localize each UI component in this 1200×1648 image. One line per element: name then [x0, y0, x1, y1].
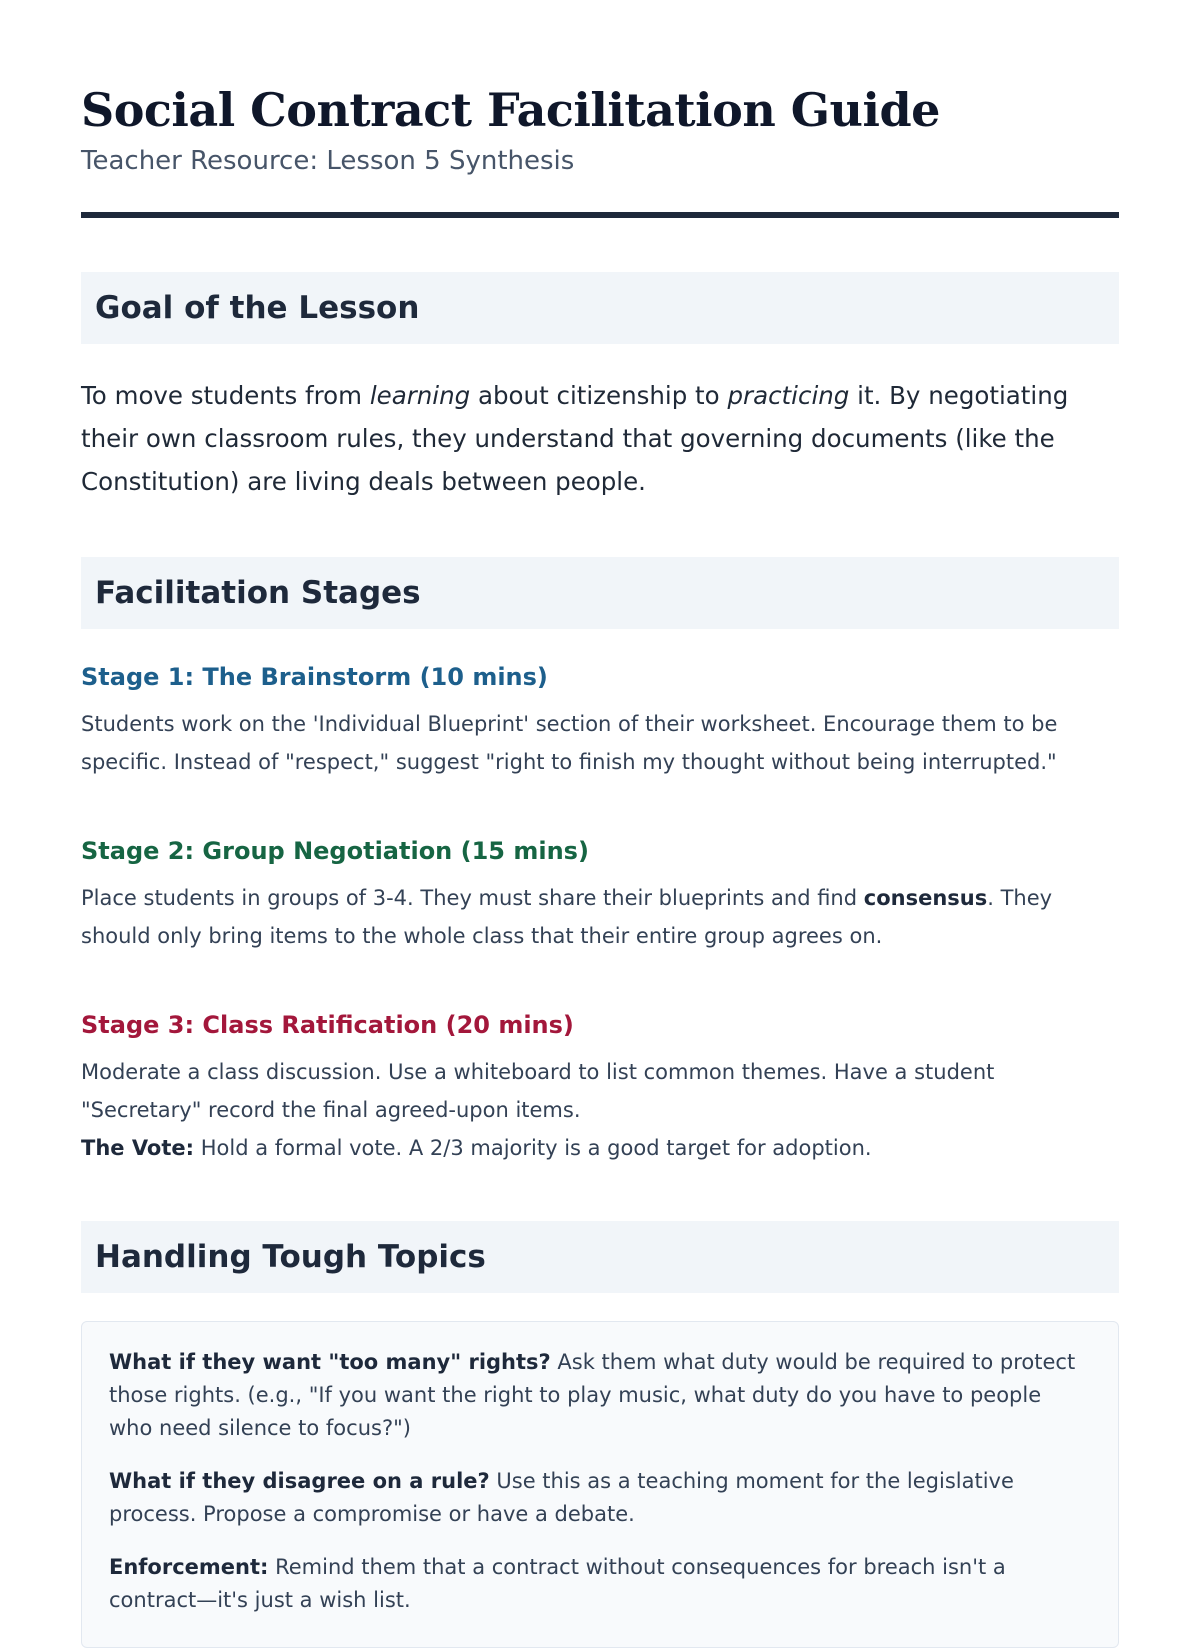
stage-3 — [81, 1011, 1119, 1167]
tough-topic-item — [109, 1346, 1091, 1445]
stage-3-title: Stage 3: Class Ratification (20 mins) — [81, 1011, 574, 1039]
vote-text: Hold a formal vote. A 2/3 majority is a good target for adoption. — [194, 1136, 872, 1160]
tough-topic-text: Ask them what duty would be required to protect those rights. (e.g., "If you want the right to play music, what duty do you have to people who need silence to focus?") — [109, 1350, 1076, 1440]
tough-topic-item — [109, 1551, 1091, 1617]
stage-3-text: Moderate a class discussion. Use a whiteboard to list common themes. Have a student "Secretary" record the final agreed-upon items. — [81, 1060, 995, 1122]
goal-text-part: about citizenship to — [470, 381, 728, 410]
page-subtitle: Teacher Resource: Lesson 5 Synthesis — [81, 146, 575, 176]
goal-emphasis-practicing: practicing — [727, 381, 850, 410]
section-heading-tough-topics: Handling Tough Topics — [81, 1221, 1119, 1293]
title-divider — [81, 212, 1119, 218]
goal-emphasis-learning: learning — [369, 381, 471, 410]
stage-2-consensus-term: consensus — [863, 886, 988, 910]
section-heading-stages: Facilitation Stages — [81, 557, 1119, 629]
goal-paragraph — [81, 374, 1119, 503]
section-heading-goal: Goal of the Lesson — [81, 272, 1119, 344]
page-title: Social Contract Facilitation Guide — [81, 83, 940, 137]
stage-3-body — [81, 1053, 1119, 1167]
stage-2-body — [81, 879, 1119, 955]
stage-2 — [81, 837, 1119, 955]
stage-3-vote — [81, 1129, 1119, 1167]
stage-1-title: Stage 1: The Brainstorm (10 mins) — [81, 663, 548, 691]
stage-2-text-part: . They should only bring items to the whole class that their entire group agrees on. — [81, 886, 1053, 948]
goal-text-part: it. By negotiating their own classroom rules, they understand that governing documents (like the Constitution) are living deals between people. — [81, 381, 1069, 496]
tough-topic-text: Remind them that a contract without consequences for breach isn't a contract—it's just a wish list. — [109, 1555, 1006, 1612]
tough-topic-label: Enforcement: — [109, 1555, 269, 1579]
tough-topic-label: What if they want "too many" rights? — [109, 1350, 551, 1374]
vote-label: The Vote: — [81, 1136, 195, 1160]
stage-1-body: Students work on the 'Individual Blueprint' section of their worksheet. Encourage them to be specific. Instead of "respect," suggest "right to finish my thought without being interrupted." — [81, 712, 1058, 774]
stage-2-title: Stage 2: Group Negotiation (15 mins) — [81, 837, 589, 865]
tough-topic-text: Use this as a teaching moment for the legislative process. Propose a compromise or have a debate. — [109, 1469, 1014, 1526]
tough-topic-item — [109, 1465, 1091, 1531]
stage-2-text-part: Place students in groups of 3-4. They must share their blueprints and find — [81, 886, 864, 910]
tough-topics-box — [81, 1321, 1119, 1648]
goal-text-part: To move students from — [81, 381, 370, 410]
tough-topic-label: What if they disagree on a rule? — [109, 1469, 490, 1493]
stage-1 — [81, 663, 1119, 781]
